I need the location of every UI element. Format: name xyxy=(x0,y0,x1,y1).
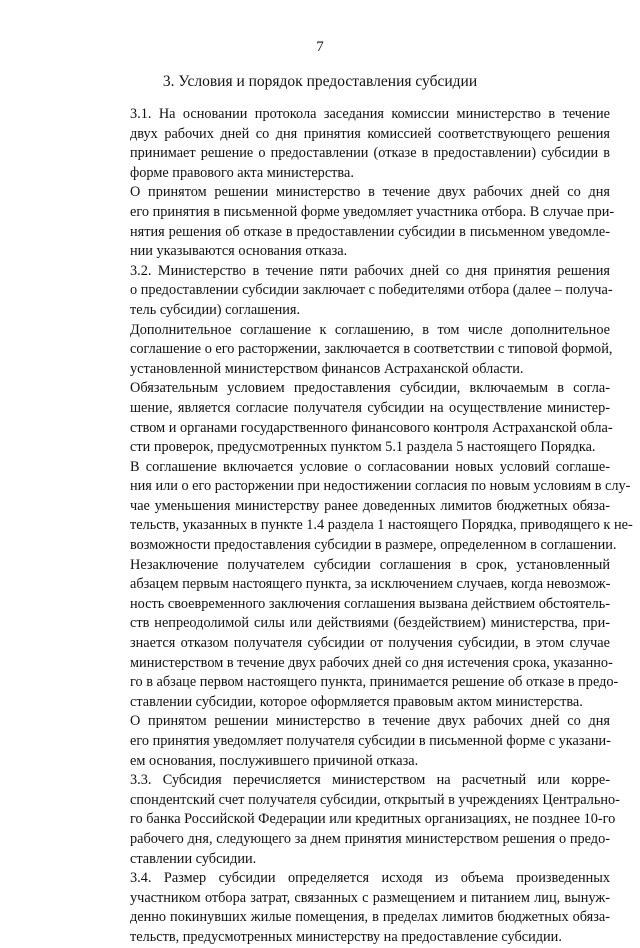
paragraph-line: тельств, указанных в пункте 1.4 раздела 1 настоящего Порядка, приводящего к не- xyxy=(130,517,633,534)
paragraph-line: установленной министерством финансов Астраханской области. xyxy=(130,360,524,377)
paragraph-line: 3.4. Размер субсидии определяется исходя из объема произведенных xyxy=(130,870,610,887)
paragraph-line: нии указываются основания отказа. xyxy=(130,243,348,260)
paragraph-line: знается отказом получателя субсидии от получения субсидии, в этом случае xyxy=(130,635,610,652)
paragraph-line: возможности предоставления субсидии в размере, определенном в соглашении. xyxy=(130,537,617,554)
paragraph-line: 3.3. Субсидия перечисляется министерством на расчетный или корре- xyxy=(130,772,610,789)
paragraph-line: ность своевременного заключения соглашения вызвана действием обстоятель- xyxy=(130,595,610,612)
paragraph-line: го банка Российской Федерации или кредитных организациях, не позднее 10-го xyxy=(130,811,616,828)
paragraph-line: ставлении субсидии, которое оформляется правовым актом министерства. xyxy=(130,693,583,710)
paragraph xyxy=(90,321,613,380)
paragraph-line: 3.2. Министерство в течение пяти рабочих дней со дня принятия решения xyxy=(130,262,610,279)
paragraph-line: ств непреодолимой силы или действиями (бездействием) министерства, при- xyxy=(130,615,610,632)
paragraph-line: О принятом решении министерство в течение двух рабочих дней со дня xyxy=(130,184,610,201)
paragraph-line: сти проверок, предусмотренных пунктом 5.1 раздела 5 настоящего Порядка. xyxy=(130,439,596,456)
paragraph-line: соглашение о его расторжении, заключается в соответствии с типовой формой, xyxy=(130,341,613,358)
paragraph-line: двух рабочих дней со дня принятия комиссией соответствующего решения xyxy=(130,125,610,142)
paragraph xyxy=(90,556,619,713)
paragraph xyxy=(90,771,620,869)
paragraph-line: абзацем первым настоящего пункта, за исключением случаев, когда невозмож- xyxy=(130,576,611,593)
paragraph-line: чае уменьшения министерству ранее доведенных лимитов бюджетных обяза- xyxy=(130,497,610,514)
paragraph-line: тель субсидии) соглашения. xyxy=(130,301,301,318)
paragraph xyxy=(90,183,615,261)
paragraph-line: ния или о его расторжении при недостижении согласия по новым условиям в слу- xyxy=(130,478,631,495)
paragraph-line: ством и органами государственного финансового контроля Астраханской обла- xyxy=(130,419,613,436)
page-number: 7 xyxy=(316,39,324,55)
paragraph-line: О принятом решении министерство в течение двух рабочих дней со дня xyxy=(130,713,610,730)
paragraph-line: участником отбора затрат, связанных с размещением и питанием лиц, вынуж- xyxy=(130,889,610,906)
section-title: 3. Условия и порядок предоставления субсидии xyxy=(162,73,478,90)
paragraph-line: принимает решение о предоставлении (отказе в предоставлении) субсидии в xyxy=(130,145,610,162)
paragraph-line: ставлении субсидии. xyxy=(130,850,257,867)
paragraph xyxy=(90,379,613,457)
paragraph xyxy=(90,869,610,947)
document-body xyxy=(90,105,633,948)
paragraph-line: денно покинувших жилые помещения, в пределах лимитов бюджетных обяза- xyxy=(130,909,610,926)
paragraph-line: шение, является согласие получателя субсидии на осуществление министер- xyxy=(130,399,610,416)
paragraph-line: спондентский счет получателя субсидии, открытый в учреждениях Центрально- xyxy=(130,791,620,808)
paragraph-line: Дополнительное соглашение к соглашению, в том числе дополнительное xyxy=(130,321,610,338)
paragraph-line: о предоставлении субсидии заключает с победителями отбора (далее – получа- xyxy=(130,282,613,299)
paragraph-line: форме правового акта министерства. xyxy=(130,164,354,181)
paragraph-line: В соглашение включается условие о согласовании новых условий соглаше- xyxy=(130,458,610,475)
paragraph xyxy=(90,105,610,183)
paragraph xyxy=(90,262,613,321)
paragraph-line: Незаключение получателем субсидии соглашения в срок, установленный xyxy=(130,556,610,573)
paragraph-line: Обязательным условием предоставления субсидии, включаемым в согла- xyxy=(130,380,610,397)
paragraph-line: тельств, предусмотренных министерству на предоставление субсидии. xyxy=(130,928,562,945)
paragraph-line: его принятия в письменной форме уведомляет участника отбора. В случае при- xyxy=(130,203,615,220)
paragraph-line: нятия решения об отказе в предоставлении субсидии в письменном уведомле- xyxy=(130,223,610,240)
paragraph-line: го в абзаце первом настоящего пункта, принимается решение об отказе в предо- xyxy=(130,674,619,691)
paragraph-line: министерством в течение двух рабочих дней со дня истечения срока, указанно- xyxy=(130,654,613,671)
paragraph-line: его принятия уведомляет получателя субсидии в письменной форме с указани- xyxy=(130,733,611,749)
paragraph xyxy=(90,712,610,771)
paragraph xyxy=(90,458,633,556)
paragraph-line: ем основания, послужившего причиной отказа. xyxy=(130,752,419,769)
paragraph-line: рабочего дня, следующего за днем принятия министерством решения о предо- xyxy=(130,830,610,847)
paragraph-line: 3.1. На основании протокола заседания комиссии министерство в течение xyxy=(130,106,610,122)
